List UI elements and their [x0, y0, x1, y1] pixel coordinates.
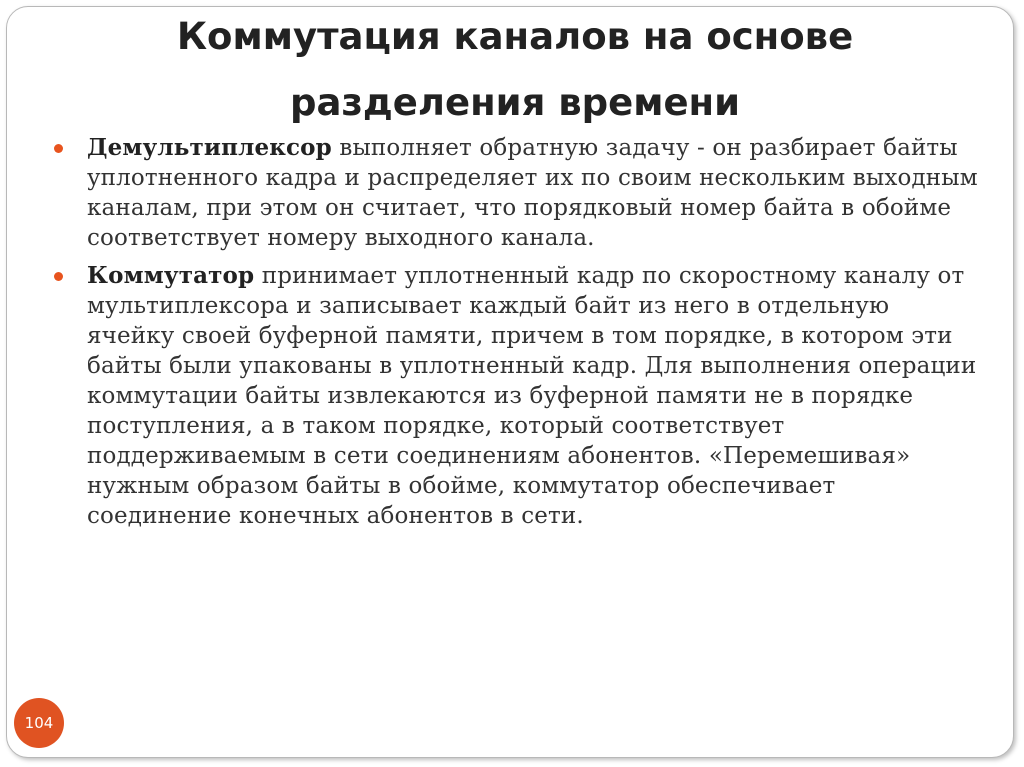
slide-title-line-2: разделения времени: [289, 81, 741, 124]
bullet-term: Демультиплексор: [87, 134, 332, 161]
bullet-item-switch: [50, 261, 980, 531]
bullet-dot-icon: [54, 144, 63, 153]
bullet-item-demultiplexer: [50, 133, 980, 253]
bullet-dot-icon: [54, 272, 63, 281]
slide-title: [120, 4, 910, 136]
bullet-text: принимает уплотненный кадр по скоростному каналу от мультиплексора и записывает каждый байт из него в отдельную ячейку своей буферной памяти, причем в том порядке, в котором эти байты были упакованы в уплотненный кадр. Для выполнения операции коммутации байты извлекаются из буферной памяти не в порядке поступления, а в таком порядке, который соответствует поддерживаемым в сети соединениям абонентов. «Перемешивая» нужным образом байты в обойме, коммутатор обеспечивает соединение конечных абонентов в сети.: [87, 263, 977, 529]
bullet-text: выполняет обратную задачу - он разбирает байты уплотненного кадра и распределяет их по своим нескольким выходным каналам, при этом он считает, что порядковый номер байта в обойме соответствует номеру выходного канала.: [87, 135, 978, 251]
bullet-term: Коммутатор: [87, 262, 255, 289]
bullet-list: [50, 133, 980, 539]
slide-title-line-1: Коммутация каналов на основе: [176, 15, 854, 58]
page-number-badge: 104: [14, 698, 64, 748]
